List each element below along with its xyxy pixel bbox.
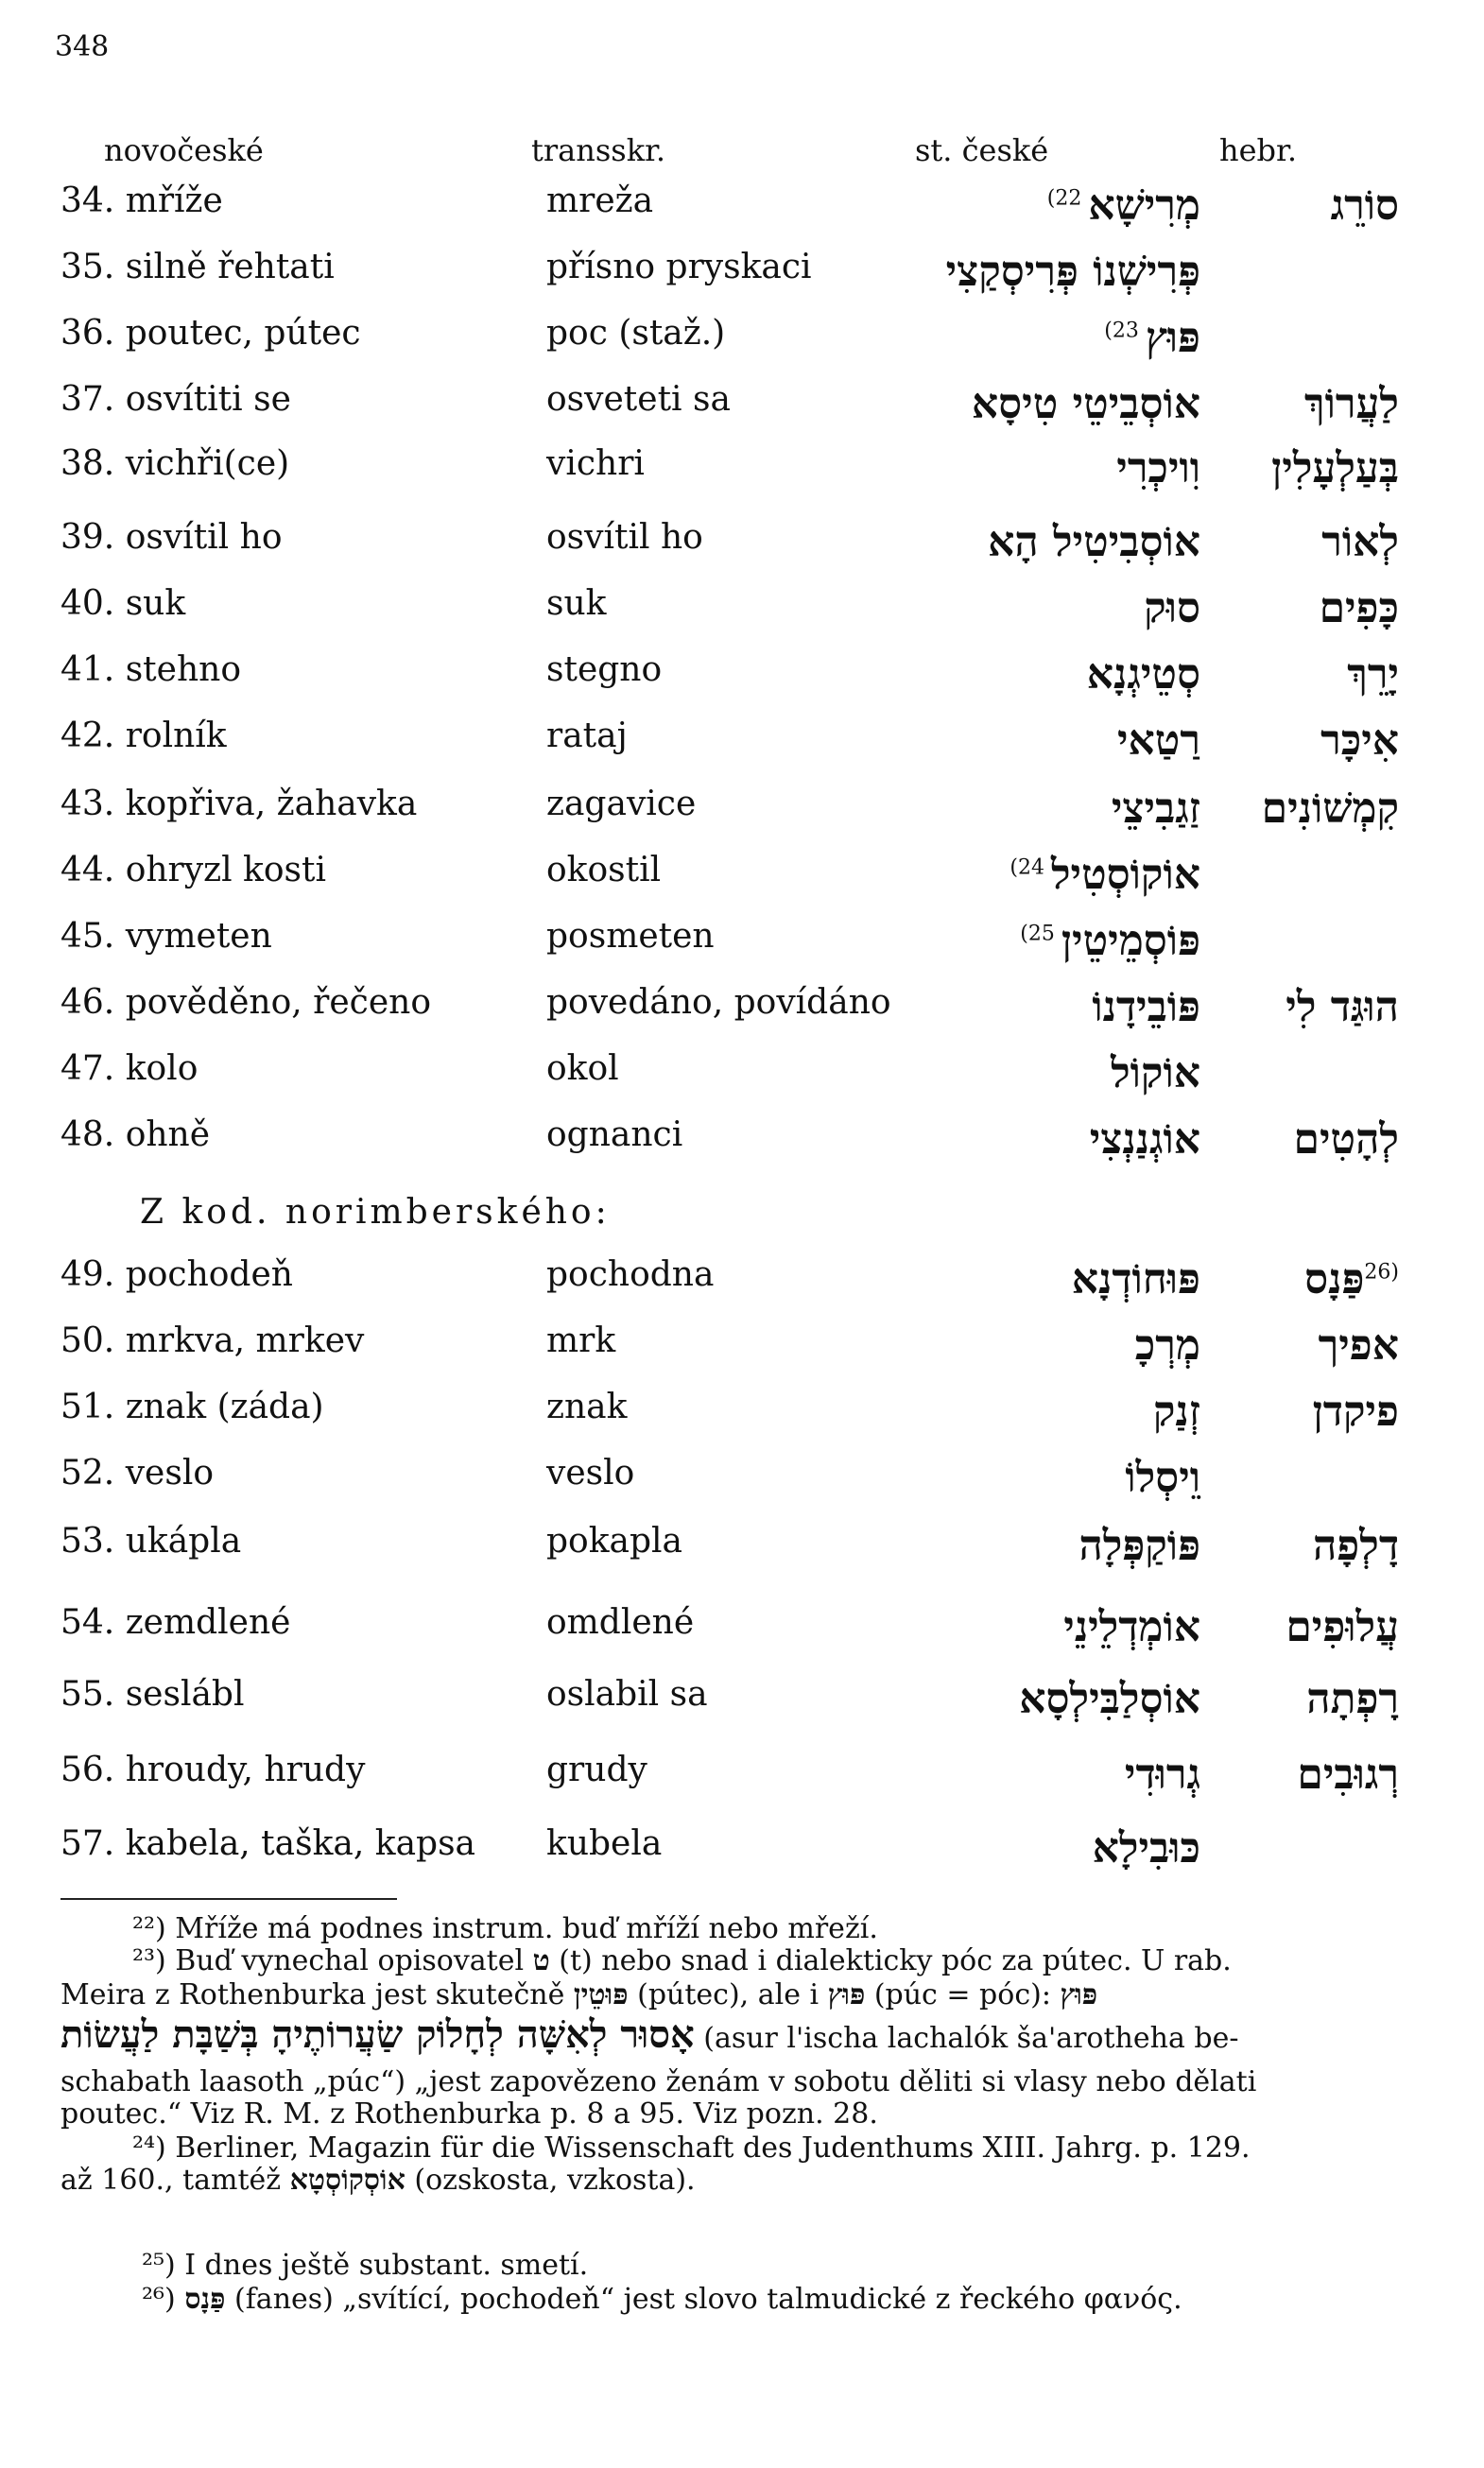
modern-czech-word: 53. ukápla — [60, 1522, 242, 1561]
hebrew-equivalent: פיקדן — [1312, 1388, 1399, 1436]
modern-czech-word: 36. poutec, pútec — [60, 314, 361, 353]
table-row — [0, 1522, 1484, 1579]
hebrew-letter: ט — [532, 1944, 550, 1977]
old-czech-hebrew-script: מְרְכָ — [1134, 1321, 1200, 1370]
footnote-ref: 25) — [1020, 922, 1061, 946]
footnote-22: ²²) Mříže má podnes instrum. buď mříží nebo mřeží. — [132, 1912, 878, 1945]
hebrew-equivalent: לְהָטִים — [1293, 1115, 1399, 1164]
hebrew-equivalent: אפיך — [1318, 1321, 1399, 1370]
old-czech-hebrew-script: סוּק — [1144, 584, 1200, 632]
table-row — [0, 518, 1484, 575]
modern-czech-word: 38. vichři(ce) — [60, 444, 290, 483]
old-czech-hebrew-script: גְרוּדִי — [1124, 1751, 1200, 1799]
modern-czech-word: 43. kopřiva, žahavka — [60, 785, 418, 823]
transcription: povedáno, povídáno — [546, 983, 891, 1022]
old-czech-hebrew-script: אוֹגְנַנְצִי — [1089, 1115, 1200, 1164]
table-row — [0, 248, 1484, 304]
transcription: mreža — [546, 181, 654, 220]
footnote-text: ²³) Buď vynechal opisovatel — [132, 1944, 525, 1977]
transcription: suk — [546, 584, 607, 623]
table-row — [0, 650, 1484, 707]
transcription: vichri — [546, 444, 645, 483]
modern-czech-word: 54. zemdlené — [60, 1603, 291, 1642]
transcription: stegno — [546, 650, 663, 689]
table-row — [0, 785, 1484, 841]
table-row — [0, 983, 1484, 1040]
transcription: pokapla — [546, 1522, 683, 1561]
hebrew-word: אוֹסְקוֹסְטָא — [289, 2164, 406, 2197]
transcription: pochodna — [546, 1255, 715, 1294]
table-row — [0, 1388, 1484, 1444]
table-row — [0, 380, 1484, 437]
old-czech-hebrew-script: אוֹסְלַבִּילְסָא — [1019, 1675, 1200, 1723]
old-czech-hebrew-script: אוֹסְבֵיטֵי טִיסָא — [971, 380, 1200, 428]
hebrew-equivalent: בְּעַלְעָלִין — [1271, 444, 1399, 492]
transcription: znak — [546, 1388, 628, 1426]
page-number: 348 — [55, 30, 110, 63]
modern-czech-word: 52. veslo — [60, 1454, 214, 1493]
hebrew-equivalent: כָּפִים — [1319, 584, 1399, 632]
footnote-text: (asur l'ischa lachalók ša'arotheha be- — [703, 2022, 1239, 2055]
old-czech-hebrew-script: פּוּץ $^{23)}$ — [1104, 314, 1200, 362]
transcription: mrk — [546, 1321, 616, 1360]
modern-czech-word: 44. ohryzl kosti — [60, 851, 326, 889]
hebrew-equivalent: יָרֵךְ — [1347, 650, 1399, 699]
footnote-23-line3 — [60, 2012, 1431, 2057]
footnote-text: až 160., tamtéž — [60, 2164, 282, 2197]
modern-czech-word: 56. hroudy, hrudy — [60, 1751, 366, 1789]
hebrew-equivalent: פַּנָס$^{26)}$ — [1304, 1255, 1399, 1303]
old-czech-hebrew-script: סְטֵיגְנָא — [1086, 650, 1200, 699]
transcription: posmeten — [546, 917, 715, 956]
table-row — [0, 1603, 1484, 1660]
transcription: veslo — [546, 1454, 635, 1493]
old-czech-hebrew-script: אוֹמְדְלֵינֵי — [1063, 1603, 1200, 1651]
header-transskr: transskr. — [531, 132, 666, 168]
table-row — [0, 1824, 1484, 1881]
old-czech-hebrew-script: פּוֹבֵידָנוֹ — [1092, 983, 1200, 1031]
hebrew-equivalent: הוּגַּד לִי — [1286, 983, 1399, 1031]
footnote-23-line4: schabath laasoth „púc“) „jest zapovězeno ženám v sobotu děliti si vlasy nebo dělati — [60, 2065, 1257, 2098]
modern-czech-word: 48. ohně — [60, 1115, 211, 1154]
old-czech-hebrew-script: אוֹקוֹל — [1111, 1049, 1200, 1097]
footnote-text: ²⁶) — [142, 2283, 176, 2316]
table-row — [0, 444, 1484, 501]
table-row — [0, 584, 1484, 641]
table-row — [0, 314, 1484, 371]
footnote-text: (ozskosta, vzkosta). — [414, 2164, 696, 2197]
footnote-ref: 23) — [1104, 319, 1146, 343]
old-czech-hebrew-script: מְרִישָׁא $^{22)}$ — [1046, 181, 1200, 230]
hebrew-equivalent: סוֹרֵג — [1330, 181, 1399, 230]
modern-czech-word: 37. osvítiti se — [60, 380, 291, 419]
footnote-text: Meira z Rothenburka jest skutečně — [60, 1978, 565, 2011]
modern-czech-word: 49. pochodeň — [60, 1255, 293, 1294]
modern-czech-word: 34. mříže — [60, 181, 223, 220]
hebrew-equivalent: עֲלוּפִים — [1286, 1603, 1399, 1651]
transcription: zagavice — [546, 785, 697, 823]
hebrew-word: פּוּץ — [827, 1978, 866, 2011]
old-czech-hebrew-script: פּוֹסְמֵיטֵין $^{25)}$ — [1020, 917, 1200, 965]
hebrew-equivalent: לְאוֹר — [1321, 518, 1399, 566]
section-subtitle: Z kod. norimberského: — [140, 1193, 611, 1232]
hebrew-equivalent: קִמְשׁוֹנִים — [1261, 785, 1399, 833]
hebrew-word: פּוּץ — [1060, 1978, 1098, 2011]
footnote-ref: 24) — [1009, 855, 1051, 880]
table-row — [0, 917, 1484, 974]
modern-czech-word: 57. kabela, taška, kapsa — [60, 1824, 476, 1863]
transcription: oslabil sa — [546, 1675, 708, 1714]
footnote-text: (púc = póc): — [873, 1978, 1051, 2011]
footnote-24-line2 — [60, 2165, 1431, 2197]
old-czech-hebrew-script: כּוּבִילָא — [1092, 1824, 1200, 1873]
table-row — [0, 851, 1484, 907]
transcription: ognanci — [546, 1115, 683, 1154]
old-czech-hebrew-script: אוֹקוֹסְטִיל $^{24)}$ — [1009, 851, 1200, 899]
table-row — [0, 1049, 1484, 1106]
table-row — [0, 1751, 1484, 1807]
table-row — [0, 1321, 1484, 1378]
table-row — [0, 716, 1484, 773]
table-row — [0, 181, 1484, 238]
old-czech-hebrew-script: וִויכְרִי — [1116, 444, 1200, 492]
hebrew-equivalent: רָפְתָה — [1306, 1675, 1399, 1723]
modern-czech-word: 46. pověděno, řečeno — [60, 983, 431, 1022]
modern-czech-word: 39. osvítil ho — [60, 518, 283, 557]
old-czech-hebrew-script: אוֹסְבִיטִיל הָא — [988, 518, 1200, 566]
footnote-23-line1 — [132, 1945, 1484, 1977]
hebrew-word: פַּנָס — [184, 2283, 226, 2316]
transcription: rataj — [546, 716, 628, 755]
modern-czech-word: 55. seslábl — [60, 1675, 245, 1714]
modern-czech-word: 42. rolník — [60, 716, 227, 755]
header-novoceske: novočeské — [104, 132, 264, 168]
transcription: osveteti sa — [546, 380, 731, 419]
footnote-26 — [142, 2284, 1484, 2316]
footnote-ref: 22) — [1046, 186, 1089, 211]
old-czech-hebrew-script: פְּרִישְׁנוֹ פְּרִיסְקַצִי — [945, 248, 1200, 296]
transcription: okol — [546, 1049, 619, 1088]
footnote-25: ²⁵) I dnes ještě substant. smetí. — [142, 2249, 589, 2282]
transcription: grudy — [546, 1751, 647, 1789]
old-czech-hebrew-script: וֵיסְלוֹ — [1125, 1454, 1200, 1502]
hebrew-equivalent: לַעֲרוֹךְ — [1304, 380, 1399, 428]
footnote-text: (pútec), ale i — [637, 1978, 820, 2011]
transcription: okostil — [546, 851, 662, 889]
modern-czech-word: 41. stehno — [60, 650, 241, 689]
transcription: přísno pryskaci — [546, 248, 812, 286]
transcription: kubela — [546, 1824, 663, 1863]
footnote-ref: 26) — [1364, 1260, 1399, 1285]
hebrew-equivalent: אִיכָּר — [1320, 716, 1399, 765]
hebrew-equivalent: דָלְפָה — [1313, 1522, 1399, 1570]
old-czech-hebrew-script: זַגַבִיצֵי — [1111, 785, 1200, 833]
old-czech-hebrew-script: פּוֹקַפְּלָה — [1078, 1522, 1200, 1570]
hebrew-word: פּוּטֵין — [573, 1978, 629, 2011]
modern-czech-word: 40. suk — [60, 584, 186, 623]
header-hebr: hebr. — [1219, 132, 1297, 168]
modern-czech-word: 35. silně řehtati — [60, 248, 335, 286]
header-st-ceske: st. české — [915, 132, 1049, 168]
footnote-24-line1: ²⁴) Berliner, Magazin für die Wissenschaft des Judenthums XIII. Jahrg. p. 129. — [132, 2131, 1251, 2165]
modern-czech-word: 50. mrkva, mrkev — [60, 1321, 365, 1360]
footnote-text: (t) nebo snad i dialekticky póc za pútec. U rab. — [559, 1944, 1232, 1977]
old-czech-hebrew-script: פּוּחוֹדְנָא — [1071, 1255, 1200, 1303]
footnote-23-line5: poutec.“ Viz R. M. z Rothenburka p. 8 a 95. Viz pozn. 28. — [60, 2097, 878, 2131]
hebrew-equivalent: רְגוּבִים — [1297, 1751, 1399, 1799]
transcription: osvítil ho — [546, 518, 703, 557]
old-czech-hebrew-script: זְנַק — [1152, 1388, 1200, 1436]
hebrew-quote: אָסוּר לְאִשָּׁה לְחָלוֹק שַׂעֲרוֹתֶיהָ בְּשַׁבָּת לַעֲשׂוֹת — [60, 2012, 695, 2057]
old-czech-hebrew-script: רַטַאי — [1117, 716, 1200, 765]
table-row — [0, 1115, 1484, 1172]
modern-czech-word: 47. kolo — [60, 1049, 198, 1088]
footnote-text: (fanes) „svítící, pochodeň“ jest slovo talmudické z řeckého φανός. — [234, 2283, 1182, 2316]
footnote-23-line2 — [60, 1979, 1431, 2011]
table-row — [0, 1255, 1484, 1312]
table-row — [0, 1675, 1484, 1732]
transcription: omdlené — [546, 1603, 695, 1642]
transcription: poc (staž.) — [546, 314, 726, 353]
table-row — [0, 1454, 1484, 1510]
modern-czech-word: 51. znak (záda) — [60, 1388, 324, 1426]
modern-czech-word: 45. vymeten — [60, 917, 272, 956]
footnote-rule — [60, 1898, 397, 1900]
